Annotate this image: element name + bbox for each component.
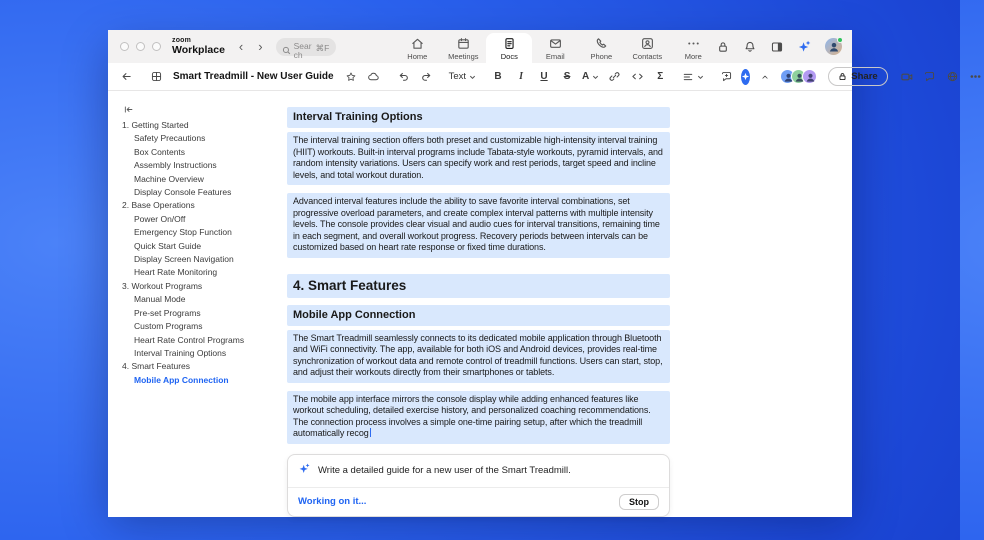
- ai-status-text: Working on it...: [298, 496, 367, 507]
- toc-item[interactable]: Safety Precautions: [134, 133, 206, 144]
- close-window-button[interactable]: [120, 42, 129, 51]
- calendar-icon: [456, 36, 471, 51]
- ai-companion-button[interactable]: [741, 69, 750, 85]
- home-icon: [410, 36, 425, 51]
- tab-label: Home: [407, 51, 428, 61]
- redo-button[interactable]: [419, 68, 435, 86]
- app-window: [108, 30, 878, 507]
- italic-button[interactable]: I: [519, 71, 523, 82]
- doc-text: The mobile app interface mirrors the console display while adding enhanced features like workout scheduling, detailed exercise history, and personalized coaching recommendations. The connection process involves a simple one-time pairing setup, after which the treadmill automatically recog: [293, 393, 651, 438]
- toc-item[interactable]: 4. Smart Features: [122, 361, 191, 372]
- search-placeholder: Search: [293, 40, 312, 60]
- strikethrough-button[interactable]: S: [563, 71, 571, 82]
- doc-text: Mobile App Connection: [293, 308, 416, 321]
- doc-back-button[interactable]: [118, 68, 134, 86]
- toc-item[interactable]: Assembly Instructions: [134, 160, 217, 171]
- doc-heading[interactable]: [287, 107, 670, 128]
- tab-phone[interactable]: [578, 33, 624, 63]
- toc-item[interactable]: Heart Rate Monitoring: [134, 267, 218, 278]
- ai-companion-sparkle-icon[interactable]: [797, 39, 812, 54]
- text-style-label: Text: [448, 71, 467, 82]
- doc-paragraph[interactable]: [287, 193, 670, 258]
- share-label: Share: [851, 71, 878, 82]
- tab-email[interactable]: [532, 33, 578, 63]
- collapse-sidebar-icon[interactable]: [123, 102, 137, 116]
- envelope-icon: [548, 36, 563, 51]
- align-lines-icon: [682, 71, 694, 83]
- search-input[interactable]: [276, 38, 337, 60]
- presence-status-dot: [837, 37, 843, 43]
- doc-text: Advanced interval features include the ability to save favorite interval combinations, set progressive overload parameters, and create complex interval patterns with multiple intensity levels. The console provides clear visual and audio cues for interval transitions, remaining time in each segment, and overall workout progress. Recovery periods between intervals can be customized based on heart rate response or fixed time durations.: [293, 196, 660, 252]
- typing-caret: [370, 428, 371, 437]
- more-options-button[interactable]: [968, 68, 984, 86]
- toc-item[interactable]: Manual Mode: [134, 294, 186, 305]
- formula-button[interactable]: Σ: [657, 71, 664, 82]
- toc-item[interactable]: Display Console Features: [134, 187, 232, 198]
- tab-more[interactable]: [670, 33, 716, 63]
- text-color-dropdown[interactable]: [582, 71, 599, 82]
- doc-toolbar: [108, 63, 878, 91]
- search-shortcut: ⌘F: [315, 42, 330, 53]
- nav-forward-button[interactable]: ›: [258, 39, 263, 54]
- toc-item[interactable]: Display Screen Navigation: [134, 254, 234, 265]
- user-avatar[interactable]: [825, 38, 842, 55]
- collaborator-avatars: [780, 69, 817, 84]
- logo-bottom-text: Workplace: [172, 44, 225, 57]
- globe-icon[interactable]: [945, 68, 961, 86]
- text-color-label: A: [582, 71, 590, 82]
- window-controls: [120, 42, 161, 51]
- contacts-icon: [640, 36, 655, 51]
- alignment-dropdown[interactable]: [682, 71, 704, 83]
- logo-top-text: zoom: [172, 37, 192, 45]
- bold-button[interactable]: B: [494, 71, 502, 82]
- doc-text: The interval training section offers both preset and customizable high-intensity interval training (HIIT) workouts. Built-in interval programs include Tabata-style workouts, pyramid intervals, and random intensity variations. Users can specify work and rest periods, target speed and incline levels, and total workout duration.: [293, 135, 663, 180]
- tab-label: Meetings: [448, 51, 479, 61]
- ai-prompt-text: Write a detailed guide for a new user of the Smart Treadmill.: [318, 465, 571, 476]
- undo-button[interactable]: [396, 68, 412, 86]
- toc-item[interactable]: Power On/Off: [134, 213, 186, 224]
- ai-prompt-panel: [287, 454, 670, 517]
- doc-text: 4. Smart Features: [293, 277, 407, 293]
- document-title: Smart Treadmill - New User Guide: [173, 71, 334, 82]
- notifications-bell-icon[interactable]: [743, 40, 757, 54]
- tab-label: Docs: [500, 51, 518, 61]
- favorite-star-icon[interactable]: [343, 68, 359, 86]
- chevron-down-icon: [697, 74, 704, 80]
- toc-list: [122, 119, 276, 387]
- toc-item[interactable]: Interval Training Options: [134, 347, 227, 358]
- ellipsis-icon: [686, 36, 701, 51]
- document-icon: [502, 36, 517, 51]
- toc-item[interactable]: Box Contents: [134, 146, 186, 157]
- toc-item[interactable]: Machine Overview: [134, 173, 204, 184]
- tab-label: Phone: [590, 51, 613, 61]
- toc-item[interactable]: Mobile App Connection: [134, 374, 229, 385]
- doc-paragraph[interactable]: [287, 391, 670, 444]
- lock-icon: [838, 72, 847, 81]
- nav-tabs: [394, 30, 716, 63]
- tab-label: Contacts: [632, 51, 663, 61]
- share-button[interactable]: [828, 67, 887, 86]
- phone-icon: [594, 36, 609, 51]
- collapse-toolbar-button[interactable]: [757, 68, 773, 86]
- document-canvas[interactable]: [276, 91, 852, 517]
- link-icon[interactable]: [606, 68, 622, 86]
- nav-back-button[interactable]: ‹: [238, 39, 244, 54]
- zoom-workplace-logo: [172, 37, 225, 56]
- cloud-sync-icon[interactable]: [366, 68, 382, 86]
- comment-icon[interactable]: [718, 68, 734, 86]
- search-icon: [282, 42, 291, 60]
- doc-heading[interactable]: [287, 305, 670, 326]
- titlebar: [108, 30, 852, 63]
- minimize-window-button[interactable]: [136, 42, 145, 51]
- tab-label: More: [684, 51, 702, 61]
- video-camera-icon[interactable]: [899, 68, 915, 86]
- stop-button[interactable]: Stop: [619, 494, 659, 510]
- chat-bubble-icon[interactable]: [922, 68, 938, 86]
- doc-heading[interactable]: [287, 274, 670, 298]
- tab-meetings[interactable]: [440, 33, 486, 63]
- toc-item[interactable]: Pre-set Programs: [134, 307, 201, 318]
- text-style-dropdown[interactable]: [449, 71, 476, 82]
- side-panel-toggle-icon[interactable]: [770, 40, 784, 54]
- tab-home[interactable]: [394, 33, 440, 63]
- doc-paragraph[interactable]: [287, 132, 670, 185]
- lock-icon[interactable]: [716, 40, 730, 54]
- tab-docs[interactable]: [486, 33, 532, 63]
- chevron-down-icon: [469, 74, 476, 80]
- code-icon[interactable]: [629, 68, 645, 86]
- doc-paragraph[interactable]: [287, 330, 670, 383]
- doc-content: [287, 107, 670, 444]
- doc-text: Interval Training Options: [293, 111, 423, 123]
- toc-item[interactable]: 3. Workout Programs: [122, 280, 203, 291]
- toc-item[interactable]: 2. Base Operations: [122, 200, 195, 211]
- tab-label: Email: [545, 51, 565, 61]
- collaborator-avatar[interactable]: [802, 69, 817, 84]
- table-of-contents: [108, 91, 276, 517]
- toc-item[interactable]: Custom Programs: [134, 321, 203, 332]
- zoom-window-button[interactable]: [152, 42, 161, 51]
- chevron-down-icon: [592, 74, 599, 80]
- ai-sparkle-icon: [298, 462, 311, 480]
- toc-item[interactable]: Emergency Stop Function: [134, 227, 232, 238]
- doc-text: The Smart Treadmill seamlessly connects to its dedicated mobile application through Bluetooth and WiFi connectivity. The app, available for both iOS and Android devices, provides real-time synchronization of workout data and remote control of treadmill functions. Users can start, stop, and adjust their workouts directly from their smartphones or tablets.: [293, 332, 663, 377]
- toc-item[interactable]: Heart Rate Control Programs: [134, 334, 245, 345]
- docs-home-icon[interactable]: [148, 68, 164, 86]
- toc-item[interactable]: 1. Getting Started: [122, 120, 189, 130]
- tab-contacts[interactable]: [624, 33, 670, 63]
- underline-button[interactable]: U: [540, 71, 548, 82]
- toc-item[interactable]: Quick Start Guide: [134, 240, 202, 251]
